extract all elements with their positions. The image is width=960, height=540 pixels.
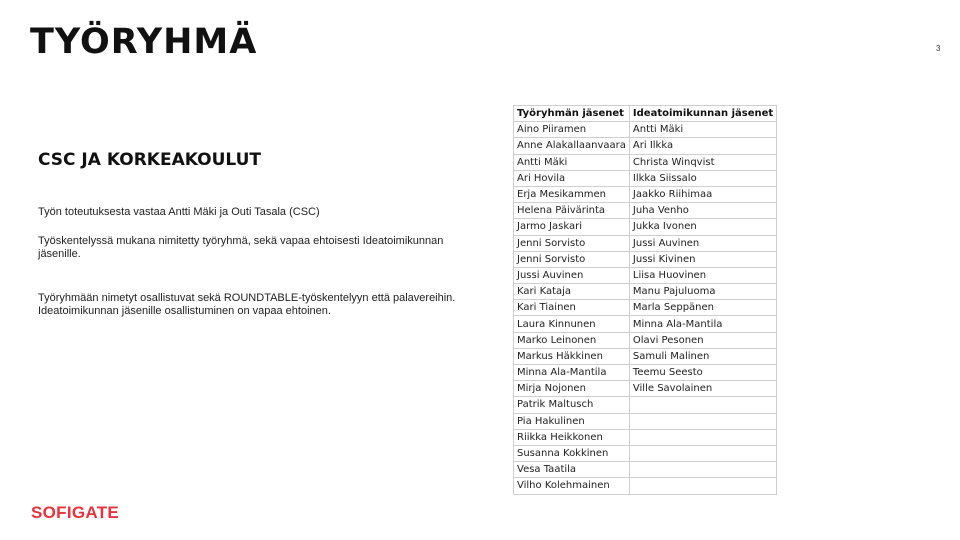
table-row <box>514 154 777 170</box>
idea-committee-member-cell: Antti Mäki <box>629 122 776 138</box>
table-row <box>514 122 777 138</box>
working-group-member-cell: Markus Häkkinen <box>514 348 630 364</box>
table-row <box>514 332 777 348</box>
table-row <box>514 300 777 316</box>
working-group-member-cell: Marko Leinonen <box>514 332 630 348</box>
table-row <box>514 267 777 283</box>
idea-committee-member-cell: Ville Savolainen <box>629 381 776 397</box>
table-row <box>514 478 777 494</box>
members-table <box>513 105 777 495</box>
idea-committee-member-cell: Jussi Kivinen <box>629 251 776 267</box>
paragraph-responsibility: Työn toteutuksesta vastaa Antti Mäki ja Outi Tasala (CSC) <box>38 206 320 218</box>
working-group-member-cell: Jarmo Jaskari <box>514 219 630 235</box>
idea-committee-member-cell <box>629 445 776 461</box>
table-row <box>514 186 777 202</box>
table-row <box>514 365 777 381</box>
slide-title: TYÖRYHMÄ <box>30 22 258 62</box>
working-group-member-cell: Helena Päivärinta <box>514 203 630 219</box>
table-row <box>514 138 777 154</box>
working-group-member-cell: Aino Piiramen <box>514 122 630 138</box>
table-row <box>514 203 777 219</box>
idea-committee-member-cell: Teemu Seesto <box>629 365 776 381</box>
paragraph-participation: Työryhmään nimetyt osallistuvat sekä ROUNDTABLE-työskentelyyn että palavereihin. Ideatoimikunnan jäsenille osallistuminen on vapaa ehtoinen. <box>38 292 456 317</box>
idea-committee-member-cell: Ari Ilkka <box>629 138 776 154</box>
working-group-member-cell: Erja Mesikammen <box>514 186 630 202</box>
idea-committee-member-cell: Ilkka Siissalo <box>629 170 776 186</box>
idea-committee-member-cell: Minna Ala-Mantila <box>629 316 776 332</box>
working-group-member-cell: Antti Mäki <box>514 154 630 170</box>
idea-committee-member-cell: Marla Seppänen <box>629 300 776 316</box>
working-group-member-cell: Vilho Kolehmainen <box>514 478 630 494</box>
table-row <box>514 316 777 332</box>
table-row <box>514 445 777 461</box>
idea-committee-member-cell: Christa Winqvist <box>629 154 776 170</box>
table-row <box>514 219 777 235</box>
idea-committee-member-cell: Olavi Pesonen <box>629 332 776 348</box>
working-group-member-cell: Laura Kinnunen <box>514 316 630 332</box>
table-header-row <box>514 106 777 122</box>
idea-committee-member-cell: Jussi Auvinen <box>629 235 776 251</box>
working-group-member-cell: Jenni Sorvisto <box>514 251 630 267</box>
idea-committee-member-cell: Juha Venho <box>629 203 776 219</box>
table-body <box>514 122 777 494</box>
table-row <box>514 381 777 397</box>
working-group-member-cell: Minna Ala-Mantila <box>514 365 630 381</box>
working-group-member-cell: Kari Kataja <box>514 284 630 300</box>
idea-committee-member-cell <box>629 462 776 478</box>
table-row <box>514 348 777 364</box>
idea-committee-member-cell: Samuli Malinen <box>629 348 776 364</box>
working-group-member-cell: Kari Tiainen <box>514 300 630 316</box>
working-group-member-cell: Riikka Heikkonen <box>514 429 630 445</box>
idea-committee-member-cell: Liisa Huovinen <box>629 267 776 283</box>
idea-committee-member-cell <box>629 397 776 413</box>
working-group-member-cell: Vesa Taatila <box>514 462 630 478</box>
idea-committee-member-cell <box>629 429 776 445</box>
column-header-working-group: Työryhmän jäsenet <box>514 106 630 122</box>
idea-committee-member-cell: Jaakko Riihimaa <box>629 186 776 202</box>
column-header-idea-committee: Ideatoimikunnan jäsenet <box>629 106 776 122</box>
idea-committee-member-cell <box>629 413 776 429</box>
page-number: 3 <box>936 44 941 53</box>
table-row <box>514 429 777 445</box>
working-group-member-cell: Mirja Nojonen <box>514 381 630 397</box>
table-row <box>514 462 777 478</box>
idea-committee-member-cell: Jukka Ivonen <box>629 219 776 235</box>
working-group-member-cell: Ari Hovila <box>514 170 630 186</box>
table-row <box>514 284 777 300</box>
table-row <box>514 235 777 251</box>
table-row <box>514 251 777 267</box>
working-group-member-cell: Jenni Sorvisto <box>514 235 630 251</box>
sofigate-logo: SOFIGATE <box>31 503 120 522</box>
paragraph-working-group: Työskentelyssä mukana nimitetty työryhmä, sekä vapaa ehtoisesti Ideatoimikunnan jäsenille. <box>38 235 444 260</box>
working-group-member-cell: Patrik Maltusch <box>514 397 630 413</box>
section-subtitle: CSC JA KORKEAKOULUT <box>38 150 262 170</box>
table-row <box>514 397 777 413</box>
idea-committee-member-cell: Manu Pajuluoma <box>629 284 776 300</box>
working-group-member-cell: Jussi Auvinen <box>514 267 630 283</box>
table-row <box>514 413 777 429</box>
working-group-member-cell: Pia Hakulinen <box>514 413 630 429</box>
idea-committee-member-cell <box>629 478 776 494</box>
table-row <box>514 170 777 186</box>
working-group-member-cell: Anne Alakallaanvaara <box>514 138 630 154</box>
working-group-member-cell: Susanna Kokkinen <box>514 445 630 461</box>
